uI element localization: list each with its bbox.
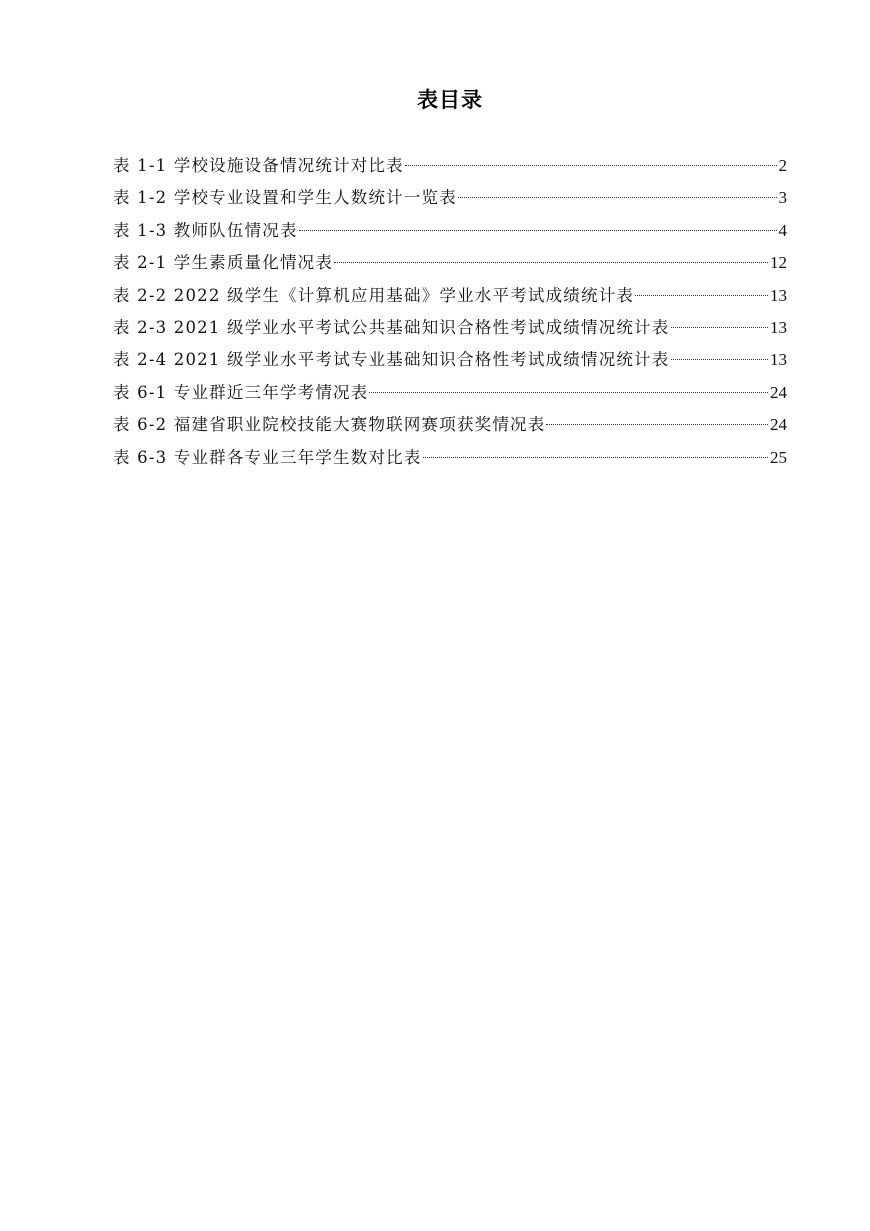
dot-leader bbox=[369, 392, 768, 393]
dot-leader bbox=[423, 457, 768, 458]
toc-entry[interactable] bbox=[113, 379, 787, 411]
toc-entry[interactable] bbox=[113, 314, 787, 346]
toc-entry-label: 表 1-2 学校专业设置和学生人数统计一览表 bbox=[113, 188, 457, 208]
toc-entry-page: 2 bbox=[778, 156, 787, 175]
dot-leader bbox=[334, 262, 768, 263]
dot-leader bbox=[299, 230, 777, 231]
dot-leader bbox=[671, 327, 769, 328]
toc-entry-page: 3 bbox=[778, 188, 787, 208]
toc-entry-page: 13 bbox=[770, 317, 787, 337]
toc-entry-page: 13 bbox=[770, 350, 787, 370]
toc-entry-label: 表 2-2 2022 级学生《计算机应用基础》学业水平考试成绩统计表 bbox=[113, 285, 635, 305]
toc-entry[interactable] bbox=[113, 444, 787, 476]
toc-entry-page: 24 bbox=[770, 415, 787, 435]
toc-entry[interactable] bbox=[113, 346, 787, 378]
toc-entry-label: 表 6-2 福建省职业院校技能大赛物联网赛项获奖情况表 bbox=[113, 415, 546, 435]
dot-leader bbox=[405, 165, 777, 166]
dot-leader bbox=[546, 424, 768, 425]
toc-entry-label: 表 2-4 2021 级学业水平考试专业基础知识合格性考试成绩情况统计表 bbox=[113, 350, 670, 370]
toc-entry-page: 13 bbox=[770, 285, 787, 305]
toc-entry-page: 4 bbox=[778, 220, 787, 240]
toc-title: 表目录 bbox=[417, 88, 483, 112]
toc-entry[interactable] bbox=[113, 217, 787, 249]
dot-leader bbox=[635, 295, 768, 296]
toc-entry[interactable] bbox=[113, 152, 787, 184]
toc-entry-label: 表 6-1 专业群近三年学考情况表 bbox=[113, 382, 369, 402]
toc-entry[interactable] bbox=[113, 411, 787, 443]
toc-entry[interactable] bbox=[113, 249, 787, 281]
toc-entry-label: 表 1-3 教师队伍情况表 bbox=[113, 220, 298, 240]
toc-entry-label: 表 6-3 专业群各专业三年学生数对比表 bbox=[113, 447, 422, 467]
toc-entry[interactable] bbox=[113, 184, 787, 216]
toc-entry-page: 24 bbox=[770, 382, 787, 402]
toc-entry[interactable] bbox=[113, 282, 787, 314]
table-of-contents bbox=[113, 152, 787, 476]
dot-leader bbox=[458, 197, 777, 198]
toc-entry-label: 表 1-1 学校设施设备情况统计对比表 bbox=[113, 156, 404, 175]
toc-entry-page: 25 bbox=[770, 447, 787, 467]
toc-entry-label: 表 2-3 2021 级学业水平考试公共基础知识合格性考试成绩情况统计表 bbox=[113, 317, 670, 337]
toc-entry-page: 12 bbox=[770, 253, 787, 273]
toc-entry-label: 表 2-1 学生素质量化情况表 bbox=[113, 253, 334, 273]
dot-leader bbox=[671, 359, 769, 360]
